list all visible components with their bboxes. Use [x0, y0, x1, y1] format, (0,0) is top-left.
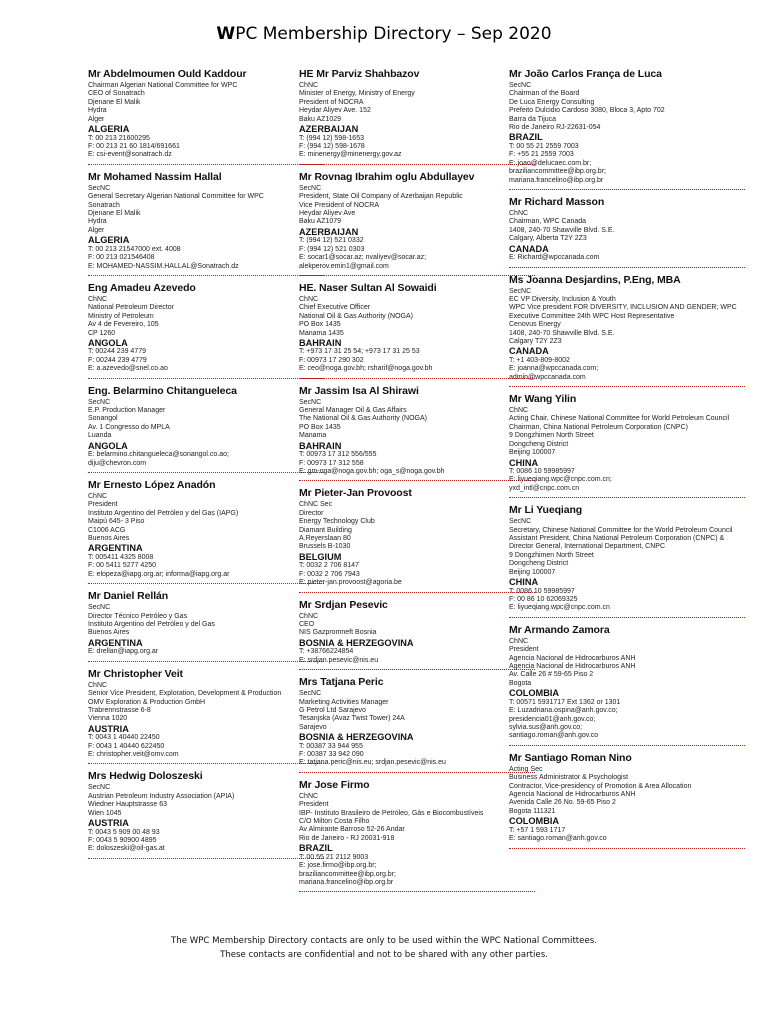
contact-info-line: E: drellan@iapg.org.ar: [88, 648, 159, 656]
country-label: BRAZIL: [509, 132, 543, 143]
contact-detail-line: Diamant Building: [299, 526, 352, 534]
contact-name: Mr Armando Zamora: [509, 623, 610, 636]
contact-detail-line: WPC Vice president FOR DIVERSITY, INCLUSION AND GENDER; WPC Executive Committee 24th WPC Host Representative: [509, 304, 737, 320]
contact-detail-line: OMV Exploration & Production GmbH: [88, 698, 206, 706]
contact-info-line: mariana.francelino@ibp.org.br: [509, 176, 604, 184]
contact-detail-line: National Petroleum Director: [88, 304, 174, 312]
contact-name: HE Mr Parviz Shahbazov: [299, 68, 420, 80]
contact-detail-line: De Luca Energy Consulting: [509, 98, 595, 106]
contact-info-line: E: ceo@noga.gov.bh; rsharif@noga.gov.bh: [299, 365, 433, 373]
contact-detail-line: Manama 1435: [299, 329, 344, 337]
contact-detail-line: ChNC: [509, 209, 529, 217]
contact-info-line: T: +973 17 31 25 54; +973 17 31 25 53: [299, 348, 420, 356]
contact-info-line: F: 00387 33 942 090: [299, 751, 364, 759]
contact-detail-line: Manama: [299, 432, 327, 440]
directory-entry: [88, 590, 324, 662]
contact-info-line: F: 00 213 021546408: [88, 254, 155, 262]
contact-info-line: E: joanna@wpccanada.com;: [509, 365, 599, 373]
contact-detail-line: Djenane El Malik: [88, 209, 141, 217]
contact-info-line: F: 00 5411 5277 4250: [88, 562, 156, 570]
country-label: BOSNIA & HERZEGOVINA: [299, 637, 414, 648]
contact-detail-line: Tesanjska (Avaz Twist Tower) 24A: [299, 715, 405, 723]
contact-detail-line: Heydar Aliyev Ave: [299, 209, 356, 217]
contact-info-line: admin@wpccanada.com: [509, 373, 586, 381]
contact-detail-line: Vienna 1020: [88, 715, 128, 723]
contact-detail-line: ChNC: [509, 637, 529, 645]
contact-info-line: sylvia.sus@anh.gov.co;: [509, 723, 583, 731]
contact-detail-line: Av 4 de Fevereiro, 105: [88, 321, 159, 329]
contact-detail-line: ChNC Sec: [299, 501, 333, 509]
contact-detail-line: President: [509, 646, 539, 654]
contact-info-line: E: elopeza@iapg.org.ar; informa@iapg.org.ar: [88, 570, 230, 578]
contact-detail-line: E.P. Production Manager: [88, 407, 166, 415]
directory-entry: [299, 599, 535, 671]
contact-name: Eng. Belarmino Chitangueleca: [88, 384, 237, 397]
contact-name: Mr Ernesto López Anadón: [88, 479, 216, 491]
country-label: AUSTRIA: [88, 723, 129, 734]
contact-detail-line: Energy Technology Club: [299, 518, 375, 526]
contact-detail-line: Assistant President, China National Petroleum Corporation (CNPC) & Director General, International Department, CNPC: [509, 535, 725, 551]
directory-entry: [299, 779, 535, 893]
contact-name: Mr Abdelmoumen Ould Kaddour: [88, 68, 247, 80]
contact-detail-line: C/O Milton Costa Filho: [299, 818, 370, 826]
country-label: AZERBAIJAN: [299, 226, 359, 237]
contact-name: Mr Srdjan Pesevic: [299, 598, 388, 611]
contact-info-line: F: 00244 239 4779: [88, 356, 147, 364]
contact-detail-line: ChNC: [299, 612, 319, 620]
contact-info-line: F: (994 12) 521 0303: [299, 245, 365, 253]
contact-detail-line: President of NOCRA: [299, 98, 364, 106]
country-label: ANGOLA: [88, 337, 128, 348]
contact-detail-line: Wien 1045: [88, 809, 122, 817]
contact-detail-line: ChNC: [88, 295, 108, 303]
directory-entry: [509, 196, 745, 268]
contact-detail-line: 1408, 240-70 Shawville Blvd. S.E.: [509, 226, 615, 234]
contact-detail-line: G Petrol Ltd Sarajevo: [299, 706, 366, 714]
directory-entry: [509, 624, 745, 746]
contact-detail-line: C1006 ACG: [88, 526, 126, 534]
contact-info-line: T: 00244 239 4779: [88, 348, 146, 356]
contact-info-line: yxd_intl@cnpc.com.cn: [509, 484, 580, 492]
contact-name: Mr Jose Firmo: [299, 778, 370, 791]
directory-entry: [88, 385, 324, 473]
column-1: [88, 68, 324, 865]
contact-detail-line: Austrian Petroleum Industry Association (APIA): [88, 792, 235, 800]
country-label: BAHRAIN: [299, 440, 342, 451]
contact-detail-line: Prefeito Dulcidio Cardoso 3080, Bloca 3, Apto 702: [509, 107, 665, 115]
contact-info-line: T: 00 213 21600295: [88, 134, 150, 142]
contact-detail-line: Bogota 111321: [509, 807, 556, 815]
directory-entry: [299, 282, 535, 379]
contact-detail-line: Buenos Aires: [88, 629, 130, 637]
page-title: [0, 24, 768, 44]
country-label: BOSNIA & HERZEGOVINA: [299, 732, 414, 743]
contact-detail-line: Sonatrach: [88, 201, 120, 209]
contact-detail-line: Agencia Nacional de Hidrocarburos ANH: [509, 790, 636, 798]
contact-info-line: presidencia01@anh.gov.co;: [509, 715, 596, 723]
contact-info-line: T: 00 55 21 2559 7003: [509, 142, 579, 150]
contact-info-line: E: MOHAMED-NASSIM.HALLAL@Sonatrach.dz: [88, 262, 239, 270]
contact-detail-line: SecNC: [88, 184, 111, 192]
contact-detail-line: Sonangol: [88, 415, 118, 423]
contact-detail-line: EC VP Diversity, Inclusion & Youth: [509, 295, 616, 303]
directory-entry: [509, 274, 745, 388]
country-label: COLOMBIA: [509, 688, 560, 699]
contact-detail-line: SecNC: [509, 518, 532, 526]
contact-detail-line: Avenida Calle 26 No. 59-65 Piso 2: [509, 799, 616, 807]
directory-entry: [509, 752, 745, 849]
country-label: ALGERIA: [88, 124, 130, 135]
contact-info-line: F: 0043 1 40440 622450: [88, 742, 165, 750]
contact-detail-line: 1408, 240-70 Shawville Blvd. S.E.: [509, 329, 615, 337]
contact-info-line: T: 00 213 21547000 ext. 4008: [88, 245, 181, 253]
contact-detail-line: Av Almirante Barroso 52-26 Andar: [299, 826, 405, 834]
contact-name: Mr Rovnag Ibrahim oglu Abdullayev: [299, 170, 475, 183]
contact-detail-line: SecNC: [88, 398, 111, 406]
contact-detail-line: Chairman Algerian National Committee for WPC: [88, 82, 238, 89]
title-first-letter: W: [216, 24, 236, 44]
contact-detail-line: SecNC: [88, 604, 111, 612]
contact-detail-line: Minister of Energy, Ministry of Energy: [299, 90, 415, 98]
contact-detail-line: General Secretary Algerian National Committee for WPC: [88, 193, 264, 201]
directory-entry: [88, 68, 324, 165]
contact-info-line: T: 005411 4325 8008: [88, 553, 154, 561]
contact-detail-line: Agencia Nacional de Hidrocarburos ANH: [509, 654, 636, 662]
contact-detail-line: Marketing Activities Manager: [299, 698, 389, 706]
directory-entry: [88, 770, 324, 858]
country-label: AZERBAIJAN: [299, 124, 359, 135]
directory-entry: [299, 171, 535, 276]
contact-detail-line: Instituto Argentino del Petróleo y del Gas (IAPG): [88, 509, 239, 517]
contact-detail-line: SecNC: [509, 287, 532, 295]
contact-detail-line: Beijing 100007: [509, 449, 556, 457]
contact-info-line: E: gm-oga@noga.gov.bh; oga_s@noga.gov.bh: [299, 468, 445, 475]
contact-info-line: F: 00 213 21 60 1814/691661: [88, 142, 180, 150]
confidentiality-notice: [0, 934, 768, 962]
contact-detail-line: PO Box 1435: [299, 321, 341, 329]
contact-detail-line: SecNC: [299, 184, 322, 192]
country-label: COLOMBIA: [509, 816, 560, 827]
country-label: ANGOLA: [88, 440, 128, 451]
contact-info-line: E: santiago.roman@anh.gov.co: [509, 835, 607, 843]
contact-detail-line: Sarajevo: [299, 723, 327, 731]
contact-info-line: E: liyueqiang.wpc@cnpc.com.cn: [509, 604, 610, 612]
contact-detail-line: Calgary T2Y 2Z3: [509, 337, 562, 345]
contact-info-line: E: Luzadriana.ospina@anh.gov.co;: [509, 707, 618, 715]
contact-detail-line: SecNC: [509, 82, 532, 89]
contact-name: Mrs Tatjana Peric: [299, 676, 384, 689]
country-label: CANADA: [509, 243, 549, 254]
contact-info-line: F: 0032 2 706 7943: [299, 570, 360, 578]
contact-info-line: T: 00387 33 944 955: [299, 742, 363, 750]
country-label: ALGERIA: [88, 235, 130, 246]
contact-detail-line: Rio de Janeiro - RJ 20031-918: [299, 834, 395, 842]
contact-detail-line: Av. 1 Congresso do MPLA: [88, 423, 170, 431]
contact-detail-line: 9 Dongzhimen North Street: [509, 432, 594, 440]
country-label: BRAZIL: [299, 843, 333, 854]
contact-detail-line: Agencia Nacional de Hidrocarburos ANH: [509, 663, 636, 670]
contact-name: Mr Daniel Rellán: [88, 590, 169, 603]
country-label: BELGIUM: [299, 551, 342, 562]
contact-detail-line: A.Reyerslaan 80: [299, 535, 351, 543]
contact-info-line: diju@chevron.com: [88, 459, 147, 467]
contact-detail-line: National Oil & Gas Authority (NOGA): [299, 312, 413, 320]
contact-name: Mr Richard Masson: [509, 195, 605, 208]
contact-info-line: E: pieter-jan.provoost@agoria.be: [299, 579, 402, 587]
contact-detail-line: Business Administrator & Psychologist: [509, 774, 629, 782]
directory-entry: [299, 487, 535, 592]
country-label: AUSTRIA: [88, 818, 129, 829]
contact-detail-line: Rio de Janeiro RJ-22631-054: [509, 124, 601, 132]
country-label: BAHRAIN: [299, 337, 342, 348]
contact-name: Mr Jassim Isa Al Shirawi: [299, 384, 419, 397]
contact-info-line: F: 00 86 10 62069325: [509, 595, 578, 603]
directory-entry: [88, 479, 324, 584]
footer-line-1: The WPC Membership Directory contacts are only to be used within the WPC National Committees.: [171, 936, 597, 946]
contact-detail-line: Contractor, Vice-presidency of Promotion & Area Allocation: [509, 782, 692, 790]
contact-detail-line: ChNC: [88, 493, 108, 500]
contact-detail-line: Barra da Tijuca: [509, 115, 557, 123]
contact-detail-line: Baku AZ1029: [299, 115, 342, 123]
contact-info-line: alekperov.emin1@gmail.com: [299, 262, 389, 270]
contact-detail-line: Av. Calle 26 # 59-65 Piso 2: [509, 671, 594, 679]
contact-info-line: E: socar1@socar.az; nvaliyev@socar.az;: [299, 254, 427, 262]
contact-name: Mr Christopher Veit: [88, 667, 183, 680]
directory-entry: [509, 68, 745, 190]
contact-detail-line: Djenane El Malik: [88, 98, 141, 106]
directory-entry: [88, 171, 324, 276]
contact-detail-line: ChNC: [299, 295, 319, 303]
contact-detail-line: ChNC: [88, 681, 108, 689]
contact-info-line: E: jose.firmo@ibp.org.br;: [299, 862, 377, 870]
contact-info-line: E: joao@delucaec.com.br;: [509, 159, 592, 167]
contact-detail-line: IBP- Instituto Brasileiro de Petróleo, Gás e Biocombustíveis: [299, 809, 484, 817]
contact-detail-line: SecNC: [88, 784, 111, 792]
contact-detail-line: Luanda: [88, 432, 112, 440]
contact-detail-line: Chairman of the Board: [509, 90, 580, 98]
country-label: CHINA: [509, 457, 539, 468]
contact-detail-line: Cenovus Energy: [509, 321, 561, 329]
contact-detail-line: President, State Oil Company of Azerbaijan Republic: [299, 193, 463, 201]
contact-detail-line: Director Técnico Petróleo y Gas: [88, 612, 188, 620]
contact-detail-line: Heydar Aliyev Ave. 152: [299, 107, 371, 115]
footer-line-2: These contacts are confidential and not to be shared with any other parties.: [220, 950, 548, 960]
contact-detail-line: Instituto Argentino del Petróleo y del Gas: [88, 620, 215, 628]
contact-detail-line: Senior Vice President, Exploration, Development & Production: [88, 690, 282, 698]
contact-info-line: T: +38766224854: [299, 648, 354, 656]
contact-name: Mr Wang Yilin: [509, 393, 577, 406]
contact-info-line: E: srdjan.pesevic@nis.eu: [299, 656, 379, 664]
contact-info-line: E: doloszeski@oil-gas.at: [88, 845, 165, 853]
contact-detail-line: President: [88, 501, 118, 509]
contact-detail-line: General Manager Oil & Gas Affairs: [299, 407, 407, 415]
contact-detail-line: Secretary, Chinese National Committee for the World Petroleum Council: [509, 526, 733, 534]
contact-detail-line: The National Oil & Gas Authority (NOGA): [299, 415, 427, 423]
contact-detail-line: Wiedner Hauptstrasse 63: [88, 801, 167, 809]
directory-entry: [299, 68, 535, 165]
country-label: CHINA: [509, 577, 539, 588]
contact-detail-line: SecNC: [299, 690, 322, 698]
contact-info-line: F: +55 21 2559 7003: [509, 151, 574, 159]
contact-info-line: T: +57 1 593 1717: [509, 826, 566, 834]
contact-info-line: F: 00973 17 312 558: [299, 459, 364, 467]
contact-info-line: E: tatjana.peric@nis.eu; srdjan.pesevic@nis.eu: [299, 759, 446, 767]
directory-entry: [509, 504, 745, 618]
contact-info-line: T: 0086 10 59985997: [509, 468, 575, 475]
contact-detail-line: 9 Dongzhimen North Street: [509, 551, 594, 559]
country-label: ARGENTINA: [88, 543, 143, 554]
contact-detail-line: Ministry of Petroleum: [88, 312, 154, 320]
contact-detail-line: NIS Gazpromneft Bosnia: [299, 629, 377, 637]
title-rest: PC Membership Directory – Sep 2020: [235, 24, 552, 44]
contact-name: Mr Li Yueqiang: [509, 504, 583, 517]
contact-info-line: F: 00973 17 290 302: [299, 356, 364, 364]
contact-info-line: T: 00973 17 312 556/555: [299, 451, 377, 459]
contact-detail-line: President: [299, 801, 329, 809]
contact-info-line: T: 0086 10 59985997: [509, 587, 575, 595]
contact-detail-line: Buenos Aires: [88, 535, 130, 543]
contact-info-line: E: a.azevedo@snel.co.ao: [88, 365, 168, 373]
contact-name: Mr Santiago Roman Nino: [509, 751, 632, 764]
contact-info-line: T: (994 12) 521 0332: [299, 237, 364, 245]
contact-name: HE. Naser Sultan Al Sowaidi: [299, 281, 437, 294]
contact-detail-line: Calgary, Alberta T2Y 2Z3: [509, 235, 587, 243]
country-label: CANADA: [509, 346, 549, 357]
contact-info-line: E: liyueqiang.wpc@cnpc.com.cn;: [509, 476, 612, 484]
contact-info-line: E: csi-event@sonatrach.dz: [88, 151, 172, 159]
contact-detail-line: CP 1260: [88, 329, 116, 337]
contact-detail-line: ChNC: [509, 407, 529, 415]
contact-detail-line: Chairman, WPC Canada: [509, 218, 587, 226]
contact-detail-line: Director: [299, 509, 324, 517]
contact-info-line: T: 0043 5 909 00 48 93: [88, 828, 160, 836]
contact-detail-line: Acting Chair, Chinese National Committee for World Petroleum Council: [509, 415, 730, 423]
directory-entry: [88, 282, 324, 379]
contact-info-line: T: 00571 5931717 Ext 1362 or 1301: [509, 698, 621, 706]
country-label: ARGENTINA: [88, 637, 143, 648]
contact-detail-line: Maipú 645- 3 Piso: [88, 518, 145, 526]
contact-detail-line: Hydra: [88, 107, 107, 115]
contact-detail-line: ChNC: [299, 82, 319, 89]
column-2: [299, 68, 535, 898]
contact-info-line: E: belarmino.chitangueleca@sonangol.co.ao;: [88, 451, 229, 459]
contact-info-line: braziliancommittee@ibp.org.br;: [509, 168, 606, 176]
contact-info-line: braziliancommittee@ibp.org.br;: [299, 870, 396, 878]
contact-info-line: E: christopher.veit@omv.com: [88, 751, 179, 759]
contact-detail-line: Vice President of NOCRA: [299, 201, 380, 209]
contact-info-line: mariana.francelino@ibp.org.br: [299, 879, 394, 886]
contact-detail-line: Beijing 100007: [509, 568, 556, 576]
contact-detail-line: Hydra: [88, 218, 107, 226]
contact-info-line: T: 0043 1 40440 22450: [88, 734, 160, 742]
contact-detail-line: Chief Executive Officer: [299, 304, 371, 312]
directory-entry: [299, 676, 535, 773]
contact-name: Mr Pieter-Jan Provoost: [299, 487, 412, 500]
contact-detail-line: CEO of Sonatrach: [88, 90, 145, 98]
contact-name: Mr João Carlos França de Luca: [509, 68, 662, 80]
contact-info-line: T: +1 403-809-8002: [509, 356, 570, 364]
contact-detail-line: Brussels B-1030: [299, 543, 351, 551]
contact-name: Mr Mohamed Nassim Hallal: [88, 170, 222, 183]
contact-info-line: T: 00 55 21 2112 9003: [299, 853, 369, 861]
contact-detail-line: Acting Sec: [509, 765, 543, 773]
contact-detail-line: Bogota: [509, 679, 532, 687]
contact-info-line: E: minenergy@minenergy.gov.az: [299, 151, 402, 159]
contact-detail-line: Dongcheng District: [509, 560, 569, 568]
contact-detail-line: Chairman, China National Petroleum Corporation (CNPC): [509, 423, 688, 431]
contact-detail-line: ChNC: [299, 792, 319, 800]
contact-info-line: F: (994 12) 598-1678: [299, 142, 365, 150]
directory-entry: [509, 393, 745, 498]
contact-name: Ms Joanna Desjardins, P.Eng, MBA: [509, 273, 681, 286]
contact-detail-line: Trabrennstrasse 6-8: [88, 706, 151, 714]
directory-entry: [299, 385, 535, 482]
contact-info-line: E: Richard@wpccanada.com: [509, 254, 600, 262]
contact-name: Mrs Hedwig Doloszeski: [88, 770, 203, 783]
contact-info-line: T: 0032 2 706 8147: [299, 562, 359, 570]
contact-info-line: F: 0043 5 90900 4895: [88, 836, 157, 844]
contact-info-line: T: (994 12) 598-1653: [299, 134, 364, 142]
contact-detail-line: Alger: [88, 115, 105, 123]
contact-detail-line: PO Box 1435: [299, 423, 341, 431]
contact-detail-line: Dongcheng District: [509, 440, 569, 448]
contact-info-line: santiago.roman@anh.gov.co: [509, 732, 599, 740]
contact-detail-line: Baku AZ1079: [299, 218, 342, 226]
contact-detail-line: Alger: [88, 226, 105, 234]
column-3: [509, 68, 745, 855]
contact-detail-line: CEO: [299, 620, 315, 628]
contact-detail-line: SecNC: [299, 398, 322, 406]
directory-entry: [88, 668, 324, 765]
contact-name: Eng Amadeu Azevedo: [88, 281, 196, 294]
